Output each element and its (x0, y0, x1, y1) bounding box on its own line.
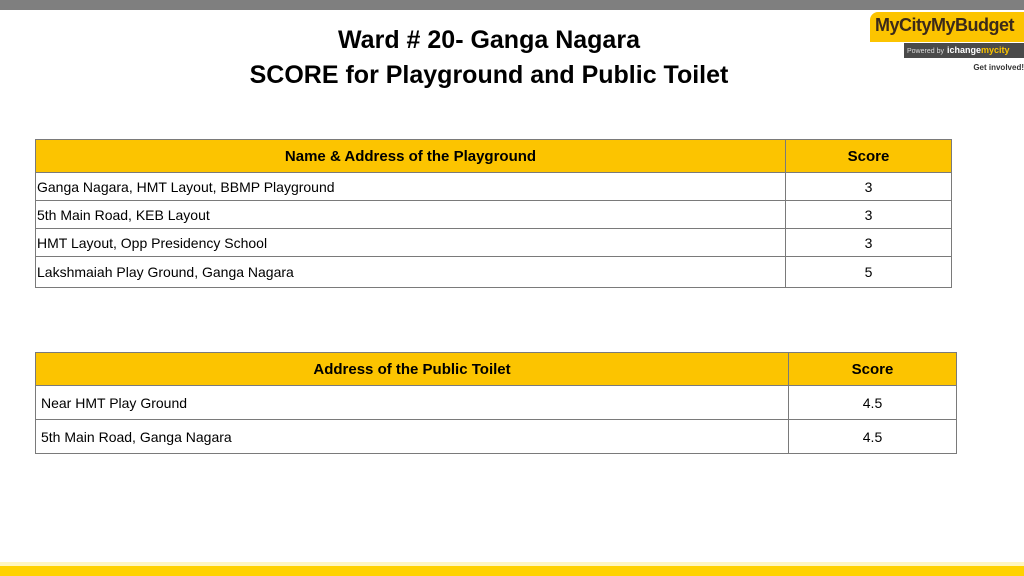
logo-powered-by-label: Powered by (907, 48, 944, 55)
logo-brand-text: MyCityMyBudget (875, 15, 1015, 35)
table-row (36, 201, 952, 229)
table-row (36, 386, 957, 420)
playground-name-cell: Lakshmaiah Play Ground, Ganga Nagara (36, 257, 786, 288)
toilet-score-cell: 4.5 (789, 386, 957, 420)
logo-tagline: Get involved! (973, 63, 1024, 72)
playground-score-table (35, 139, 952, 288)
toilet-address-cell: 5th Main Road, Ganga Nagara (36, 420, 789, 454)
header-score: Score (789, 353, 957, 386)
table-row (36, 257, 952, 288)
top-bar (0, 0, 1024, 10)
logo-banner (870, 12, 1024, 42)
toilet-score-cell: 4.5 (789, 420, 957, 454)
playground-score-cell: 3 (786, 229, 952, 257)
logo-partner-mycity: mycity (980, 45, 1010, 55)
header-playground-name: Name & Address of the Playground (36, 140, 786, 173)
logo-partner-ichange: ichange (946, 45, 981, 55)
playground-name-cell: 5th Main Road, KEB Layout (36, 201, 786, 229)
logo-powered-by (904, 43, 1024, 58)
playground-score-cell: 3 (786, 201, 952, 229)
table-row (36, 229, 952, 257)
playground-name-cell: HMT Layout, Opp Presidency School (36, 229, 786, 257)
playground-score-cell: 5 (786, 257, 952, 288)
table-header-row (36, 140, 952, 173)
playground-score-cell: 3 (786, 173, 952, 201)
mycitymybudget-logo (870, 12, 1024, 74)
header-toilet-address: Address of the Public Toilet (36, 353, 789, 386)
playground-name-cell: Ganga Nagara, HMT Layout, BBMP Playground (36, 173, 786, 201)
toilet-address-cell: Near HMT Play Ground (36, 386, 789, 420)
table-row (36, 173, 952, 201)
table-header-row (36, 353, 957, 386)
page-subtitle: SCORE for Playground and Public Toilet (249, 61, 729, 89)
bottom-bar (0, 566, 1024, 576)
table-row (36, 420, 957, 454)
page-title: Ward # 20- Ganga Nagara (338, 26, 640, 54)
header-score: Score (786, 140, 952, 173)
public-toilet-score-table (35, 352, 957, 454)
